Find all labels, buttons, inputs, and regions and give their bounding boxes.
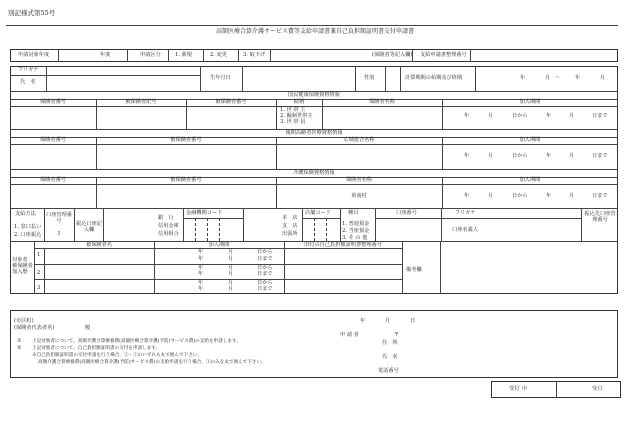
ltc-col-insurer-no: 保険者番号 (40, 177, 66, 183)
nhi-col-symbol: 被保険者記号 (125, 99, 157, 105)
decl-day: 日 (410, 318, 416, 324)
form-number: 別記様式第55号 (8, 9, 56, 17)
nhi-section-title: 国民健康保険資格情報 (288, 92, 340, 98)
nhi-col-insurer-no: 保険者番号 (40, 99, 66, 105)
m3-from: 日から (257, 280, 273, 286)
m3-to: 日まで (257, 286, 273, 292)
fiscal-year-label: 申請対象年度 (18, 52, 50, 58)
dob-label: 生年月日 (210, 75, 231, 81)
ltc-period-to: 日まで (592, 193, 608, 199)
m1-from: 日から (257, 249, 273, 255)
header-rule (6, 25, 618, 26)
addressee-line2: (保険者代表者名) (14, 325, 55, 331)
processed-label: 受日 (592, 386, 603, 392)
addressee: (市区町) (14, 318, 34, 324)
account-kind-ordinary[interactable]: 1. 普通預金 (342, 221, 370, 227)
branch-type-office[interactable]: 出張所 (282, 231, 298, 237)
circle-2[interactable]: ② (17, 345, 22, 351)
branch-type-branch[interactable]: 支 店 (282, 223, 298, 229)
elderly-col-period: 加入期間 (519, 137, 541, 143)
nhi-col-relationship: 続柄 (293, 99, 305, 105)
members-col-cert: 旧付の自己負担額証明書整理番号 (304, 242, 382, 248)
elderly-col-insured-no: 被保険者番号 (170, 137, 202, 143)
elderly-col-union: 広域連合名称 (343, 137, 375, 143)
claim-number-label: 支給申請書整理番号 (420, 52, 467, 58)
fiscal-year-input[interactable]: 年度 (100, 52, 111, 58)
bank-type-kumiai[interactable]: 信用組合 (158, 231, 179, 237)
period-label: 計算期間の始期及び終期 (405, 75, 463, 81)
nhi-rel-quasi[interactable]: 2. 擬制世帯主 (280, 113, 313, 119)
elderly-period-month2: 月 (569, 153, 575, 159)
item-1: 上記対象者について、高額介護合算療養費(高額医療合算介護(予防)サービス費)の支給を申請します。 (32, 339, 241, 344)
ltc-period-year2: 年 (546, 193, 552, 199)
m1-y2: 年 (198, 256, 204, 262)
elderly-period-month1: 月 (488, 153, 494, 159)
ltc-period-from: 日から (512, 193, 528, 199)
ltc-col-insured-no: 被保険者番号 (170, 177, 202, 183)
account-kind-label: 種目 (348, 210, 359, 216)
ltc-col-insurer-name: 保険者名称 (346, 177, 372, 183)
phone-label: 電話番号 (378, 368, 399, 374)
category-option-withdraw[interactable]: 3. 取下げ (243, 52, 266, 58)
item-2: 上記対象者について、自己負担額証明書の交付を申請します。 (32, 346, 161, 351)
name-label: 氏 名 (20, 79, 36, 85)
decl-month: 月 (385, 318, 391, 324)
elderly-col-insurer-no: 保険者番号 (40, 137, 66, 143)
payment-option-transfer[interactable]: 2. 口座振込 (14, 232, 42, 238)
member-row-num-3: 3 (37, 285, 41, 291)
transfer-ref-label: 振込先口座管理番号 (584, 211, 616, 223)
nhi-rel-head[interactable]: 1. 世 帯 主 (280, 107, 306, 113)
nhi-period-year1: 年 (464, 113, 470, 119)
period-start-month: 月 (545, 75, 551, 81)
circle-1[interactable]: ① (17, 338, 22, 344)
decl-year: 年 (360, 318, 366, 324)
m3-y2: 年 (198, 286, 204, 292)
remarks-label: 備考欄 (406, 267, 422, 273)
ltc-section-title: 介護保険資格情報 (293, 170, 335, 176)
nhi-rel-member[interactable]: 3. 世 帯 員 (280, 119, 306, 125)
doc-title: 高額医療合算介護サービス費等支給申請書兼自己負担額証明書交付申請書 (215, 28, 414, 35)
bank-code-label: 金融機関コード (186, 210, 223, 216)
m2-to: 日まで (257, 271, 273, 277)
m2-y2: 年 (198, 271, 204, 277)
account-number-label: 口座番号 (396, 210, 417, 216)
signer-name-label: 氏 名 (382, 354, 398, 360)
ltc-period-month1: 月 (488, 193, 494, 199)
account-kind-current[interactable]: 2. 当座預金 (342, 228, 370, 234)
bank-type-shinkin[interactable]: 信用金庫 (158, 223, 179, 229)
category-label: 申請区分 (140, 52, 161, 58)
note-1: ※自己負担額証明書の交付申請を行う場合、①・②のいずれも丸で囲んで下さい。 (32, 353, 202, 358)
m2-from: 日から (257, 265, 273, 271)
address-label: 住 所 (382, 340, 398, 346)
insurer-note: (保険者等記入欄) (372, 52, 413, 58)
account-kind-other[interactable]: 3. そ の 他 (342, 235, 368, 241)
member-row-num-2: 2 (37, 270, 41, 276)
ltc-period-month2: 月 (569, 193, 575, 199)
members-side-label2: 被保険者 (12, 263, 33, 269)
sex-label: 性別 (364, 75, 375, 81)
payment-option-counter[interactable]: 1. 窓口払い (14, 224, 42, 230)
furigana-label: フリガナ (18, 67, 39, 73)
branch-type-head[interactable]: 本 店 (282, 215, 298, 221)
period-end-year: 年 (575, 75, 581, 81)
m3-m1: 月 (228, 280, 234, 286)
ltc-col-period: 加入期間 (519, 177, 541, 183)
m1-m2: 月 (228, 256, 234, 262)
transfer-label: 振込口座記入欄 (76, 221, 102, 233)
zip-label: 〒 (394, 332, 400, 338)
members-side-label: 対象者 (12, 257, 28, 263)
m2-m1: 月 (228, 265, 234, 271)
category-option-change[interactable]: 2. 変更 (210, 52, 227, 58)
member-row-num-1: 1 (37, 252, 41, 258)
nhi-period-to: 日まで (592, 113, 608, 119)
members-col-period: 加入期間 (208, 242, 230, 248)
account-type-label: 口座管理番号 (46, 212, 72, 224)
account-type-value[interactable]: 1 (57, 231, 61, 237)
branch-code-label: 店舗コード (305, 210, 331, 216)
nhi-col-insurer-name: 保険者名称 (369, 99, 395, 105)
payment-method-label: 支給方法 (15, 211, 36, 217)
holder-name-label: 口座名義人 (452, 227, 478, 233)
elderly-period-from: 日から (512, 153, 528, 159)
ltc-insurer-name-value: 県南村 (351, 193, 367, 199)
holder-furigana-label: フリガナ (455, 210, 476, 216)
m1-m1: 月 (228, 249, 234, 255)
period-tilde: 〜 (555, 75, 561, 81)
period-end-month: 月 (600, 75, 606, 81)
period-start-year: 年 (520, 75, 526, 81)
nhi-col-period: 加入期間 (519, 99, 541, 105)
m2-y1: 年 (198, 265, 204, 271)
nhi-period-month1: 月 (488, 113, 494, 119)
elderly-period-to: 日まで (592, 153, 608, 159)
category-option-new[interactable]: 1. 新規 (175, 52, 192, 58)
received-suffix: 中 (522, 386, 528, 392)
m1-to: 日まで (257, 256, 273, 262)
nhi-period-from: 日から (512, 113, 528, 119)
elderly-section-title: 後期高齢者医療資格情報 (285, 130, 343, 136)
ltc-period-year1: 年 (464, 193, 470, 199)
note-2: 高額介護合算療養費(高額医療合算介護(予防)サービス費)の支給申請を行う場合、①のみを丸で囲んで下さい。 (38, 360, 266, 365)
members-col-name: 被保険者名 (86, 242, 112, 248)
nhi-period-year2: 年 (546, 113, 552, 119)
m2-m2: 月 (228, 271, 234, 277)
m1-y1: 年 (198, 249, 204, 255)
m3-y1: 年 (198, 280, 204, 286)
bank-type-bank[interactable]: 銀 行 (158, 215, 174, 221)
nhi-col-insured-no: 被保険者番号 (215, 99, 247, 105)
addressee-suffix: 殿 (85, 325, 91, 331)
elderly-period-year2: 年 (546, 153, 552, 159)
members-side-label3: 加入歴 (12, 269, 28, 275)
applicant-label: 申 請 者 (340, 332, 359, 338)
nhi-period-month2: 月 (569, 113, 575, 119)
elderly-period-year1: 年 (464, 153, 470, 159)
m3-m2: 月 (228, 286, 234, 292)
received-label: 受付 (509, 386, 520, 392)
